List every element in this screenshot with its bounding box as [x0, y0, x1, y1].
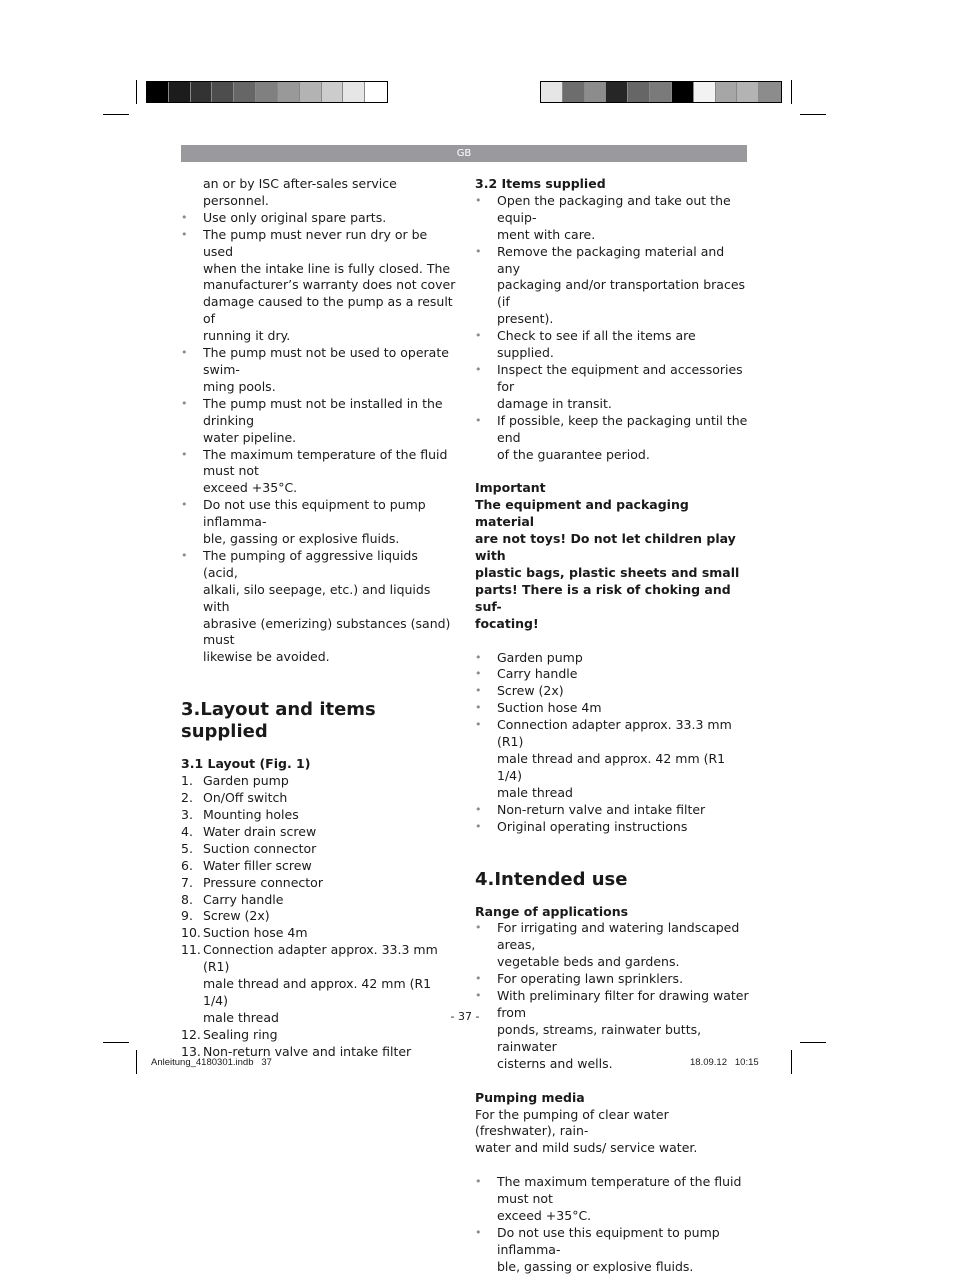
bullet-item [475, 413, 750, 464]
text-line: • Use only original spare parts. [203, 209, 387, 225]
color-swatch [759, 82, 781, 102]
text-line: damage in transit. [497, 395, 612, 411]
text-line: • With preliminary filter for drawing water from [497, 988, 749, 1020]
safety-bullet-list [181, 210, 456, 666]
text-line: plastic bags, plastic sheets and small [475, 564, 740, 580]
list-item [181, 892, 456, 909]
bullet-item [475, 244, 750, 329]
text-line: abrasive (emerizing) substances (sand) must [203, 615, 451, 648]
items-supplied-instructions [475, 193, 750, 464]
bullet-item [475, 650, 750, 667]
text-line: manufacturer’s warranty does not cover [203, 277, 456, 293]
text-line: ble, gassing or explosive fluids. [203, 531, 400, 547]
text-line: ponds, streams, rainwater butts, rainwater [497, 1021, 702, 1054]
bullet-item [475, 683, 750, 700]
item-number: 7. [181, 874, 193, 890]
crop-mark [791, 1050, 792, 1074]
bullet-item [475, 1174, 750, 1225]
bullet-item [181, 345, 456, 396]
bullet-item [475, 802, 750, 819]
color-swatch [191, 82, 213, 102]
crop-mark [791, 80, 792, 104]
bullet-item [475, 328, 750, 362]
item-number: 5. [181, 840, 193, 856]
text-line: On/Off switch [203, 790, 288, 806]
item-number: 4. [181, 823, 193, 839]
list-item [181, 790, 456, 807]
crop-mark [103, 114, 129, 115]
text-line: • Original operating instructions [497, 818, 688, 834]
list-item [181, 807, 456, 824]
text-line: exceed +35°C. [497, 1208, 592, 1224]
text-line: packaging and/or transportation braces (if [497, 277, 746, 310]
item-number: 12. [181, 1026, 201, 1042]
color-swatch [737, 82, 759, 102]
text-line: when the intake line is fully closed. The [203, 260, 451, 276]
item-number: 11. [181, 942, 201, 958]
supplied-items-list [475, 650, 750, 836]
text-line: alkali, silo seepage, etc.) and liquids with [203, 581, 431, 614]
text-line: • For operating lawn sprinklers. [497, 971, 684, 987]
range-of-applications-title: Range of applications [475, 903, 629, 919]
range-of-applications-list [475, 920, 750, 1072]
color-swatch [606, 82, 628, 102]
subsection-3-2-title: 3.2 Items supplied [475, 176, 606, 191]
item-number: 10. [181, 925, 201, 941]
color-swatch [278, 82, 300, 102]
list-item [181, 925, 456, 942]
left-column [181, 176, 456, 1061]
bullet-item [475, 700, 750, 717]
bullet-item [181, 497, 456, 548]
bullet-item [475, 362, 750, 413]
text-line: • Remove the packaging material and any [497, 243, 725, 276]
crop-mark [136, 80, 137, 104]
text-line: • The pump must not be used to operate swim- [203, 345, 449, 377]
text-line: likewise be avoided. [203, 649, 330, 665]
text-line: running it dry. [203, 328, 291, 344]
text-line: • The pumping of aggressive liquids (acid, [203, 547, 418, 580]
color-swatch [365, 82, 387, 102]
bullet-item [181, 447, 456, 498]
text-line: focating! [475, 615, 539, 631]
text-line: male thread [497, 784, 573, 800]
color-swatch [541, 82, 563, 102]
text-line: vegetable beds and gardens. [497, 954, 680, 970]
item-number: 6. [181, 857, 193, 873]
item-number: 8. [181, 891, 193, 907]
text-line: • Check to see if all the items are supplied. [497, 328, 696, 361]
text-line: • Garden pump [497, 649, 583, 665]
text-line: Suction connector [203, 840, 317, 856]
color-swatch [234, 82, 256, 102]
color-swatch [628, 82, 650, 102]
right-column [475, 176, 750, 1276]
footer-datetime: 18.09.12 10:15 [690, 1057, 759, 1068]
item-number: 3. [181, 807, 193, 822]
color-swatch [672, 82, 694, 102]
subsection-3-1-title: 3.1 Layout (Fig. 1) [181, 756, 311, 772]
footer-filename: Anleitung_4180301.indb 37 [151, 1057, 272, 1068]
bullet-item [181, 548, 456, 666]
text-line: Suction hose 4m [203, 925, 308, 941]
text-line: male thread and approx. 42 mm (R1 1/4) [203, 976, 432, 1008]
text-line: For the pumping of clear water (freshwater), rain- [475, 1106, 669, 1139]
text-line: • Open the packaging and take out the equip- [497, 192, 731, 225]
text-line: • The maximum temperature of the fluid must not [203, 446, 448, 479]
page-number: - 37 - [450, 1010, 480, 1023]
color-swatch [563, 82, 585, 102]
text-line: • The pump must never run dry or be used [203, 226, 428, 259]
list-item [181, 1027, 456, 1044]
text-line: Pressure connector [203, 874, 323, 890]
list-item [181, 908, 456, 925]
text-line: water and mild suds/ service water. [475, 1140, 698, 1156]
text-line: parts! There is a risk of choking and suf- [475, 581, 731, 614]
color-swatch [322, 82, 344, 102]
continuation-text: an or by ISC after-sales service personnel. [203, 176, 397, 208]
text-line: • Connection adapter approx. 33.3 mm (R1) [497, 717, 732, 750]
text-line: • Do not use this equipment to pump inflamma- [497, 1224, 720, 1257]
color-bar-right [540, 81, 782, 103]
text-line: Water filler screw [203, 857, 312, 873]
text-line: male thread [203, 1009, 279, 1025]
important-title: Important [475, 480, 546, 496]
item-number: 1. [181, 773, 193, 789]
text-line: damage caused to the pump as a result of [203, 294, 453, 327]
color-swatch [147, 82, 169, 102]
crop-mark [800, 114, 826, 115]
text-line: Sealing ring [203, 1026, 278, 1042]
item-number: 2. [181, 790, 193, 806]
bullet-item [181, 396, 456, 447]
bullet-item [475, 920, 750, 971]
section-3-title: 3.Layout and items supplied [181, 699, 376, 743]
color-bar-left [146, 81, 388, 103]
text-line: The equipment and packaging material [475, 497, 689, 530]
text-line: ble, gassing or explosive fluids. [497, 1258, 694, 1274]
text-line: ment with care. [497, 226, 596, 242]
text-line: ming pools. [203, 378, 276, 394]
bullet-item [475, 193, 750, 244]
color-swatch [650, 82, 672, 102]
text-line: exceed +35°C. [203, 480, 298, 496]
text-line: • Screw (2x) [497, 683, 564, 699]
text-line: Non-return valve and intake filter [203, 1043, 412, 1059]
language-header: GB [181, 145, 747, 162]
color-swatch [585, 82, 607, 102]
crop-mark [800, 1042, 826, 1043]
text-line: Garden pump [203, 773, 289, 789]
color-swatch [343, 82, 365, 102]
color-swatch [169, 82, 191, 102]
list-item [181, 841, 456, 858]
text-line: present). [497, 311, 554, 327]
color-swatch [300, 82, 322, 102]
text-line: • Carry handle [497, 666, 578, 682]
crop-mark [103, 1042, 129, 1043]
color-swatch [716, 82, 738, 102]
list-item [181, 875, 456, 892]
bullet-item [475, 971, 750, 988]
bullet-item [181, 210, 456, 227]
text-line: • Suction hose 4m [497, 700, 602, 716]
text-line: Mounting holes [203, 807, 299, 822]
bullet-item [475, 717, 750, 802]
bullet-item [475, 1225, 750, 1276]
text-line: water pipeline. [203, 429, 297, 445]
text-line: Connection adapter approx. 33.3 mm (R1) [203, 942, 438, 975]
bullet-item [475, 819, 750, 836]
important-warning [475, 497, 750, 632]
text-line: of the guarantee period. [497, 446, 650, 462]
item-number: 9. [181, 908, 193, 924]
pumping-media-text [475, 1107, 750, 1158]
text-line: cisterns and wells. [497, 1055, 613, 1071]
pumping-media-title: Pumping media [475, 1089, 585, 1105]
text-line: Carry handle [203, 891, 284, 907]
section-4-title: 4.Intended use [475, 868, 628, 890]
text-line: • Inspect the equipment and accessories for [497, 361, 743, 394]
text-line: Water drain screw [203, 823, 317, 839]
text-line: • Non-return valve and intake filter [497, 801, 706, 817]
text-line: • If possible, keep the packaging until the end [497, 412, 748, 445]
bullet-item [475, 666, 750, 683]
text-line: Screw (2x) [203, 908, 270, 924]
text-line: • Do not use this equipment to pump inflamma- [203, 497, 426, 530]
list-item [181, 773, 456, 790]
pumping-media-list [475, 1174, 750, 1275]
list-item [181, 858, 456, 875]
text-line: are not toys! Do not let children play with [475, 531, 736, 564]
text-line: • For irrigating and watering landscaped areas, [497, 920, 740, 953]
color-swatch [256, 82, 278, 102]
text-line: • The maximum temperature of the fluid must not [497, 1174, 742, 1207]
text-line: • The pump must not be installed in the drinking [203, 395, 443, 428]
crop-mark [136, 1050, 137, 1074]
bullet-item [181, 227, 456, 345]
text-line: male thread and approx. 42 mm (R1 1/4) [497, 751, 726, 783]
list-item [181, 824, 456, 841]
item-number: 13. [181, 1043, 201, 1059]
color-swatch [212, 82, 234, 102]
color-swatch [694, 82, 716, 102]
